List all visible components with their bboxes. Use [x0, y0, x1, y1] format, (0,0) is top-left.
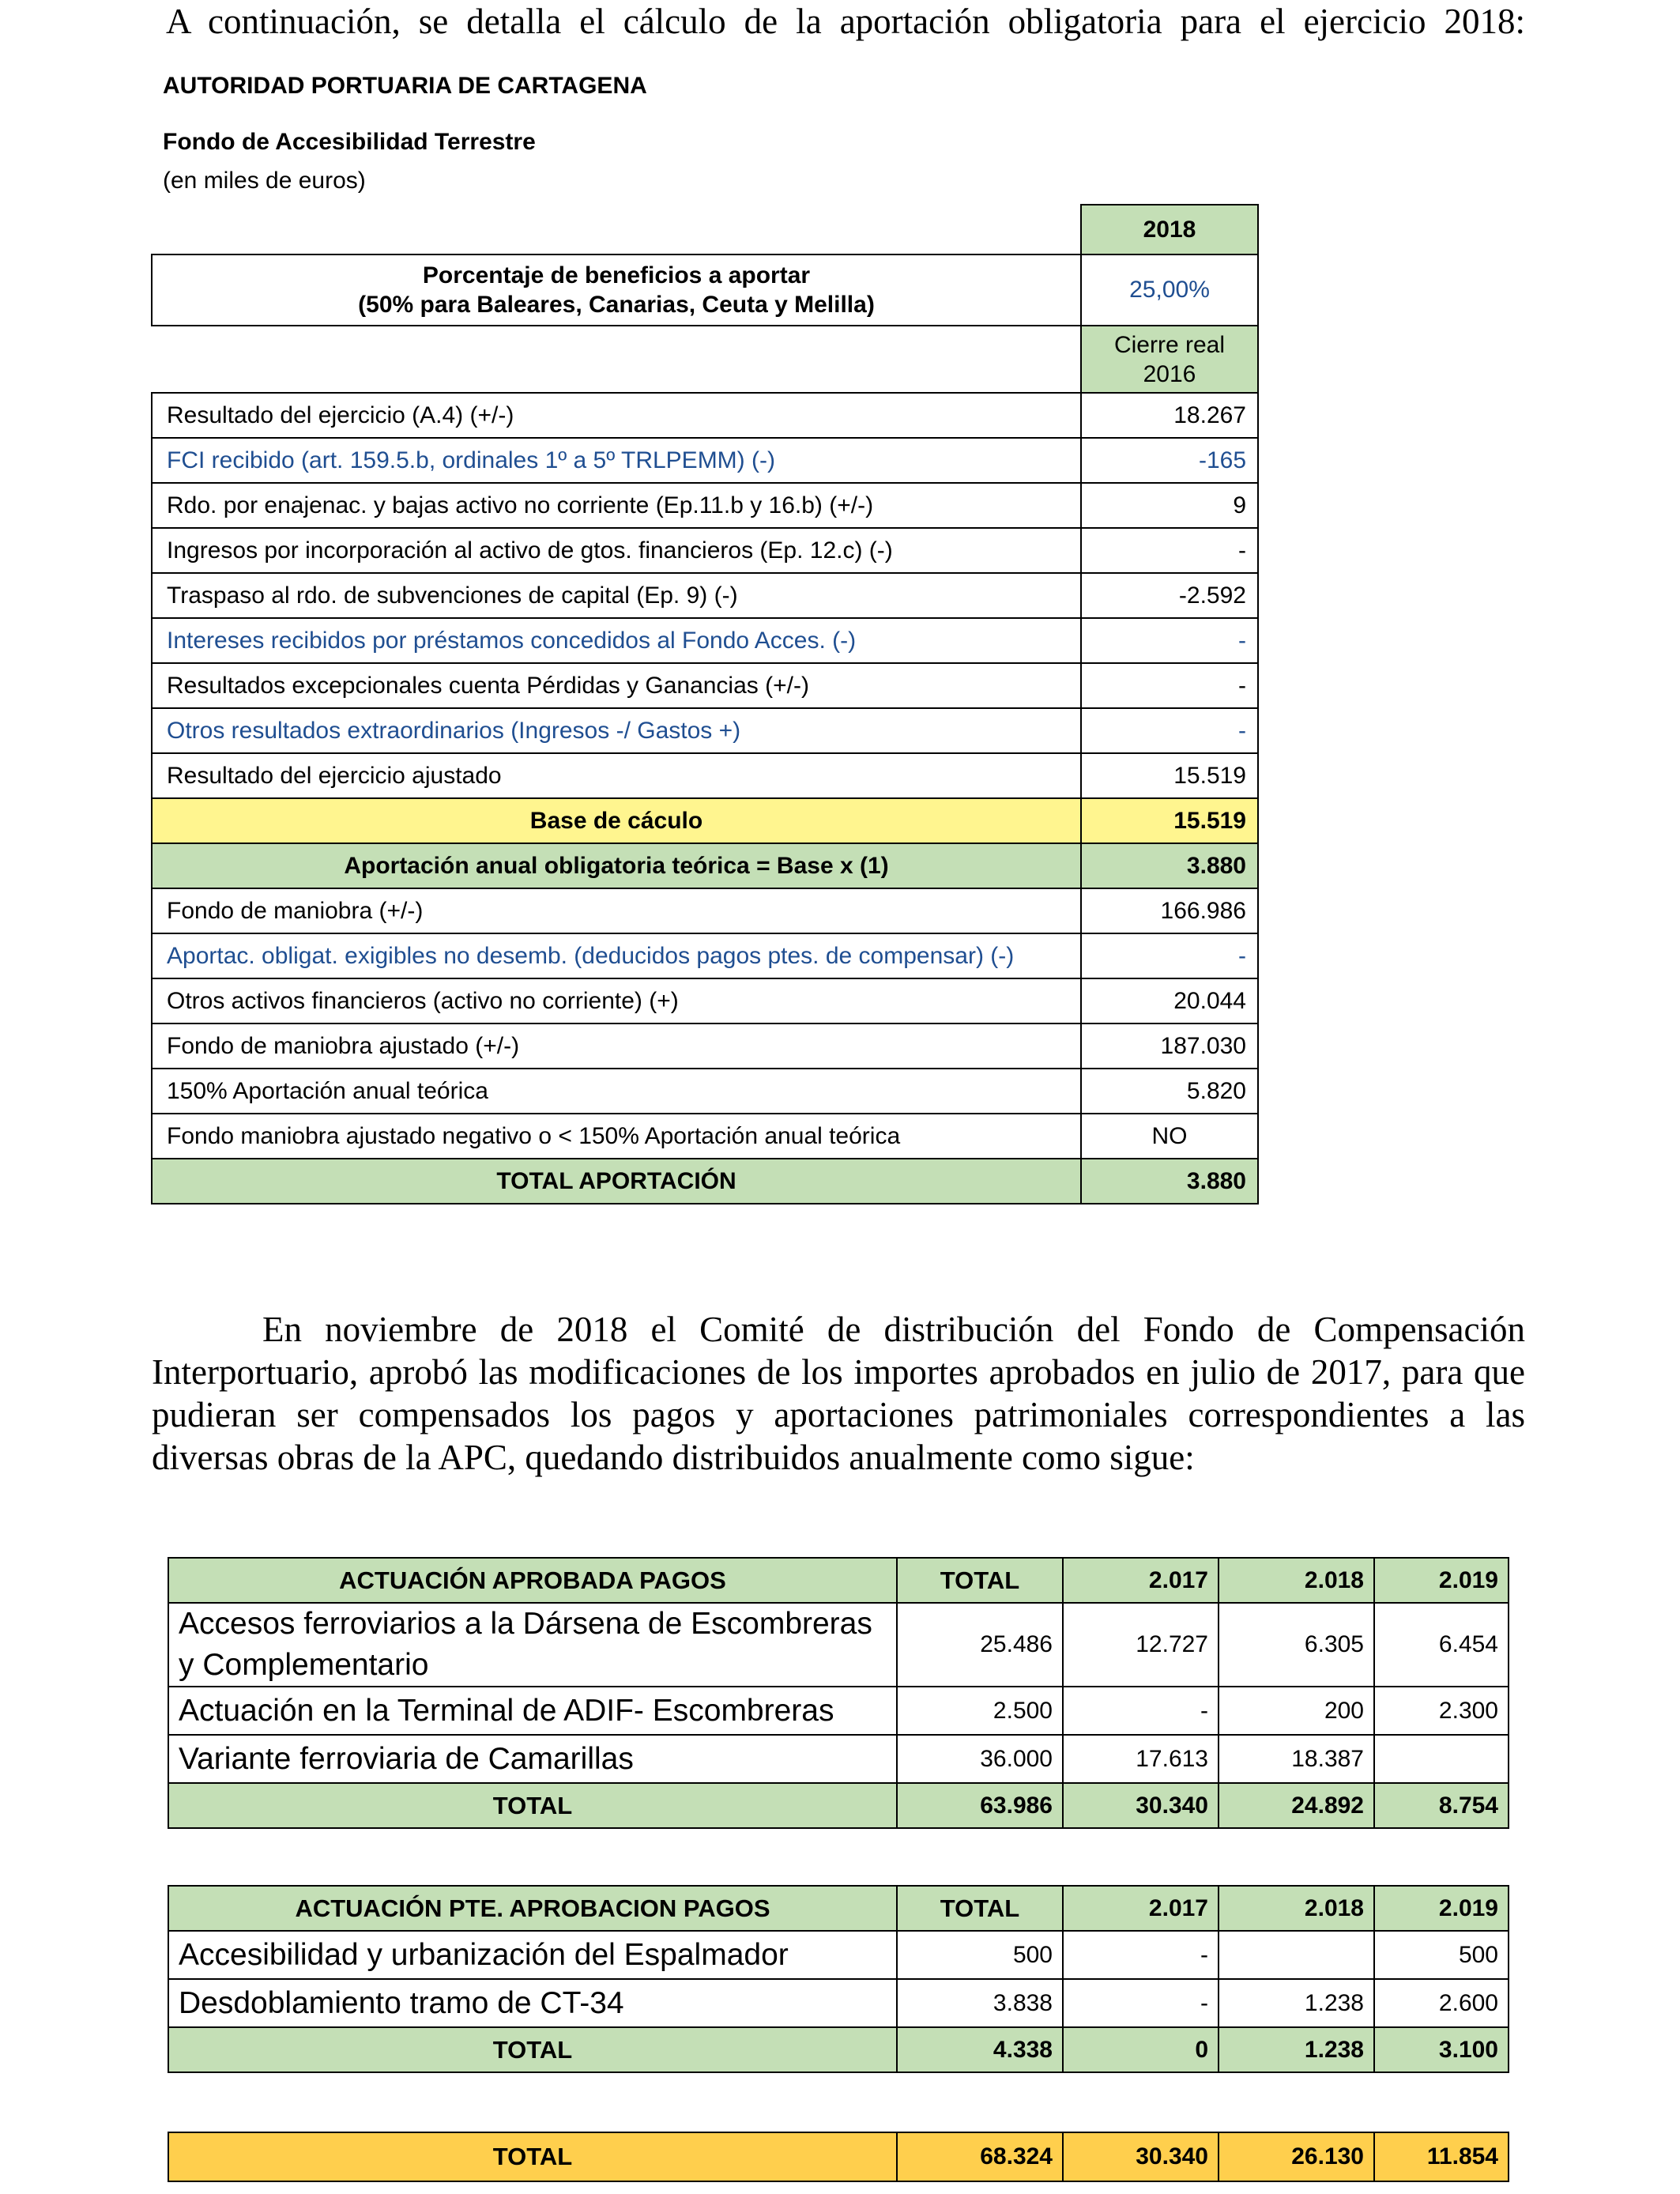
grand-total-row: TOTAL 68.324 30.340 26.130 11.854: [168, 2132, 1509, 2181]
table-row: Actuación en la Terminal de ADIF- Escombreras 2.500 - 200 2.300: [168, 1687, 1509, 1735]
table-row: Ingresos por incorporación al activo de gtos. financieros (Ep. 12.c) (-) -: [152, 528, 1258, 573]
approved-payments-table: [168, 1557, 1509, 1829]
table-row: Intereses recibidos por préstamos concedidos al Fondo Acces. (-) -: [152, 618, 1258, 663]
table-total-row: TOTAL 63.986 30.340 24.892 8.754: [168, 1783, 1509, 1828]
body-paragraph: En noviembre de 2018 el Comité de distribución del Fondo de Compensación Interportuario, aprobó las modificaciones de los importes aprobados en julio de 2017, para que pudieran ser compensados los pagos y aportaciones patrimoniales correspondientes a las diversas obras de la APC, quedando distribuidos anualmente como sigue:: [152, 1310, 1525, 1477]
table-row: Resultados excepcionales cuenta Pérdidas y Ganancias (+/-) -: [152, 663, 1258, 708]
table-row: Traspaso al rdo. de subvenciones de capital (Ep. 9) (-) -2.592: [152, 573, 1258, 618]
table-row: Resultado del ejercicio ajustado 15.519: [152, 753, 1258, 798]
cierre-header: Cierre real 2016: [1081, 326, 1258, 393]
table-row: Fondo de maniobra (+/-) 166.986: [152, 888, 1258, 933]
table-row: Otros activos financieros (activo no corriente) (+) 20.044: [152, 978, 1258, 1023]
units-note: (en miles de euros): [163, 168, 366, 194]
percentage-value: 25,00%: [1081, 254, 1258, 326]
table-row: Variante ferroviaria de Camarillas 36.000 17.613 18.387: [168, 1735, 1509, 1783]
total-contribution-row: TOTAL APORTACIÓN 3.880: [152, 1159, 1258, 1204]
contribution-calculation-table: [151, 204, 1259, 1204]
pending-payments-table: [168, 1885, 1509, 2073]
table-row: Resultado del ejercicio (A.4) (+/-) 18.267: [152, 393, 1258, 438]
table-header-row: ACTUACIÓN PTE. APROBACION PAGOS TOTAL 2.017 2.018 2.019: [168, 1886, 1509, 1931]
theoretical-contribution-row: Aportación anual obligatoria teórica = Base x (1) 3.880: [152, 843, 1258, 888]
base-calculo-row: Base de cáculo 15.519: [152, 798, 1258, 843]
intro-text: A continuación, se detalla el cálculo de la aportación obligatoria para el ejercicio 2018:: [166, 2, 1525, 41]
table-row: Fondo de maniobra ajustado (+/-) 187.030: [152, 1023, 1258, 1069]
table-header-row: ACTUACIÓN APROBADA PAGOS TOTAL 2.017 2.018 2.019: [168, 1558, 1509, 1603]
table-total-row: TOTAL 4.338 0 1.238 3.100: [168, 2027, 1509, 2072]
grand-total-table: [168, 2132, 1509, 2182]
cierre-row: [152, 326, 1258, 393]
fund-title: Fondo de Accesibilidad Terrestre: [163, 129, 536, 155]
table-row: FCI recibido (art. 159.5.b, ordinales 1º a 5º TRLPEMM) (-) -165: [152, 438, 1258, 483]
table-row: 150% Aportación anual teórica 5.820: [152, 1069, 1258, 1114]
table-row: Fondo maniobra ajustado negativo o < 150% Aportación anual teórica NO: [152, 1114, 1258, 1159]
table-row: Accesibilidad y urbanización del Espalmador 500 - 500: [168, 1931, 1509, 1979]
organization-title: AUTORIDAD PORTUARIA DE CARTAGENA: [163, 73, 647, 99]
percentage-label: Porcentaje de beneficios a aportar (50% para Baleares, Canarias, Ceuta y Melilla): [152, 254, 1081, 326]
table-row: Rdo. por enajenac. y bajas activo no corriente (Ep.11.b y 16.b) (+/-) 9: [152, 483, 1258, 528]
year-header-row: [152, 205, 1258, 254]
table-row: Accesos ferroviarios a la Dársena de Escombreras y Complementario 25.486 12.727 6.305 6.454: [168, 1603, 1509, 1687]
table-row: Otros resultados extraordinarios (Ingresos -/ Gastos +) -: [152, 708, 1258, 753]
year-header: 2018: [1081, 205, 1258, 254]
table-row: Desdoblamiento tramo de CT-34 3.838 - 1.238 2.600: [168, 1979, 1509, 2027]
table-row: Aportac. obligat. exigibles no desemb. (deducidos pagos ptes. de compensar) (-) -: [152, 933, 1258, 978]
percentage-row: [152, 254, 1258, 326]
